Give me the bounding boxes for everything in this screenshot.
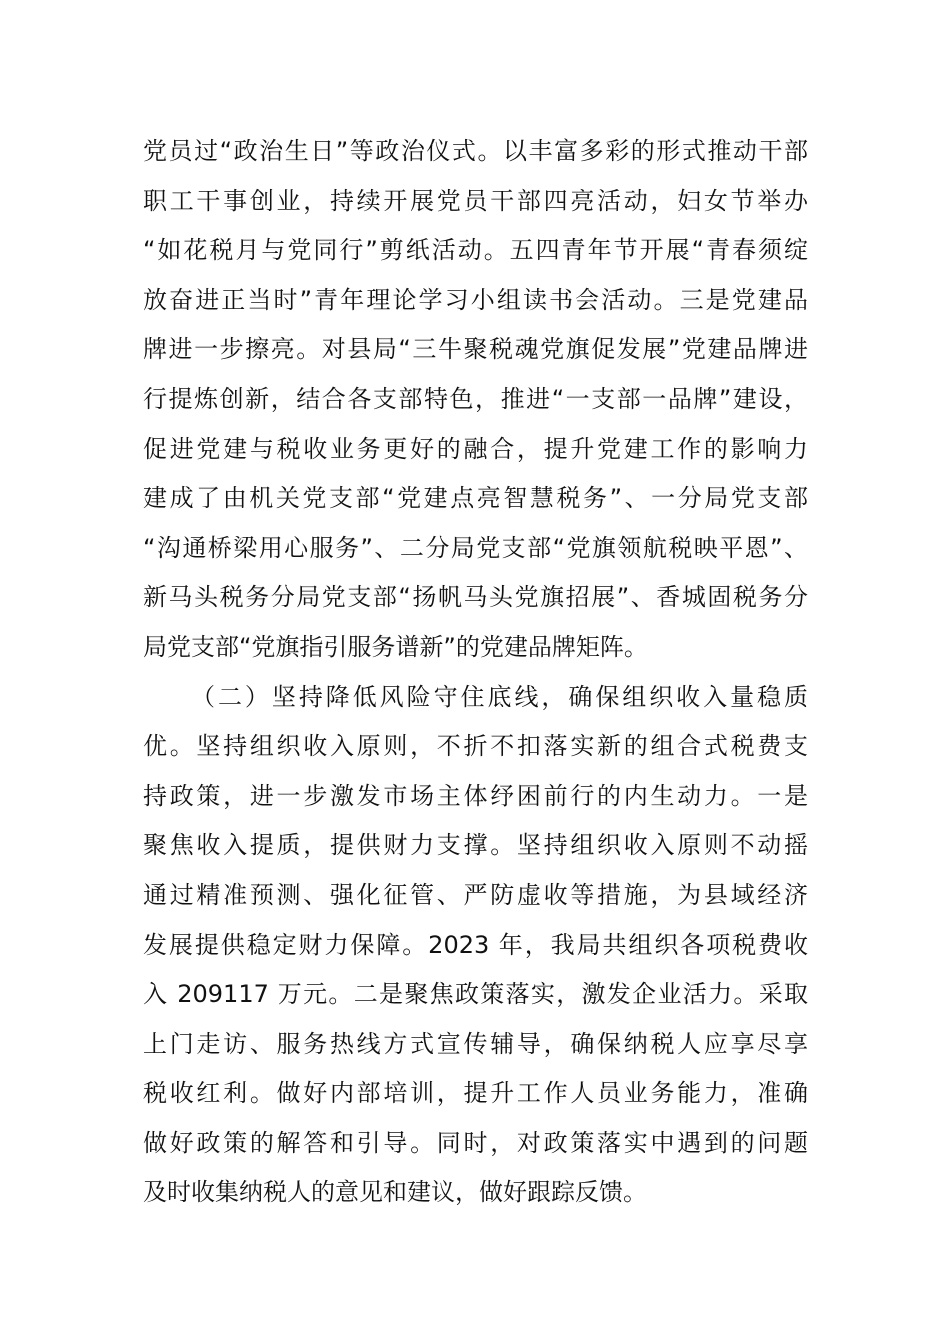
text-line: 党员过“政治生日”等政治仪式。以丰富多彩的形式推动干部 [143,137,808,165]
text-line: 建成了由机关党支部“党建点亮智慧税务”、一分局党支部 [143,484,808,513]
text-line: 聚焦收入提质，提供财力支撑。坚持组织收入原则不动摇 [143,831,808,860]
text-line: 行提炼创新，结合各支部特色，推进“一支部一品牌”建设， [143,384,808,413]
text-line: 牌进一步擦亮。对县局“三牛聚税魂党旗促发展”党建品牌进 [143,335,808,364]
paragraph-party-building [143,127,808,673]
text-line: 职工干事创业，持续开展党员干部四亮活动，妇女节举办 [143,186,808,215]
text-line: “沟通桥梁用心服务”、二分局党支部“党旗领航税映平恩”、 [143,533,808,562]
text-line: 发展提供稳定财力保障。2023 年，我局共组织各项税费收 [143,930,808,959]
text-line: 持政策，进一步激发市场主体纾困前行的内生动力。一是 [143,781,808,810]
text-line: “如花税月与党同行”剪纸活动。五四青年节开展“青春须绽 [143,236,808,265]
section-heading-line: （二）坚持降低风险守住底线，确保组织收入量稳质 [191,682,808,711]
body-text [143,127,808,1218]
text-line: 促进党建与税收业务更好的融合，提升党建工作的影响力 [143,434,808,463]
text-line: 上门走访、服务热线方式宣传辅导，确保纳税人应享尽享 [143,1029,808,1058]
text-line: 放奋进正当时”青年理论学习小组读书会活动。三是党建品 [143,285,808,314]
paragraph-revenue [143,673,808,1219]
text-line: 入 209117 万元。二是聚焦政策落实，激发企业活力。采取 [143,980,808,1009]
text-line: 通过精准预测、强化征管、严防虚收等措施，为县域经济 [143,880,808,909]
text-line: 优。坚持组织收入原则，不折不扣落实新的组合式税费支 [143,732,808,761]
text-line: 及时收集纳税人的意见和建议，做好跟踪反馈。 [143,1178,647,1207]
text-line: 新马头税务分局党支部“扬帆马头党旗招展”、香城固税务分 [143,583,808,612]
text-line: 税收红利。做好内部培训，提升工作人员业务能力，准确 [143,1079,808,1108]
text-line: 局党支部“党旗指引服务谱新”的党建品牌矩阵。 [143,632,648,661]
text-line: 做好政策的解答和引导。同时，对政策落实中遇到的问题 [143,1128,808,1157]
